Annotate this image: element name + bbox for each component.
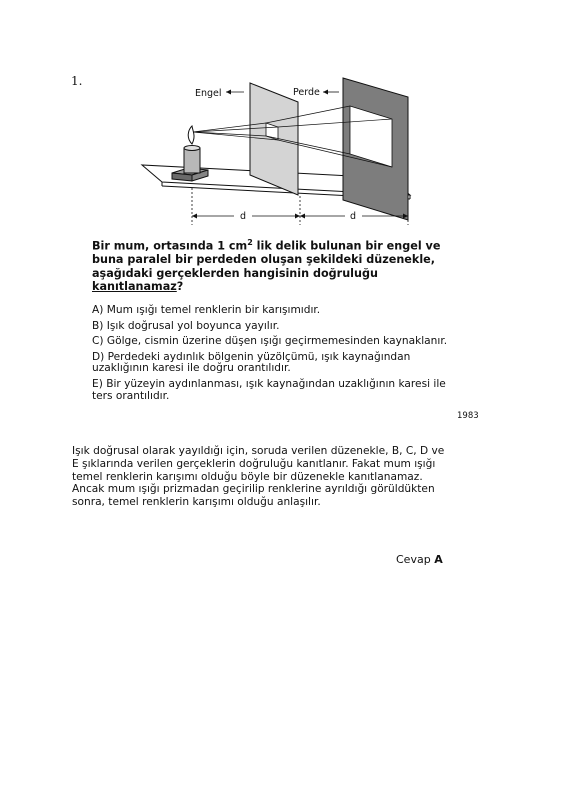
question-number: 1. bbox=[71, 74, 83, 88]
distance-label-d2: d bbox=[350, 211, 357, 222]
answer-options bbox=[92, 305, 452, 406]
engel-label: Engel bbox=[195, 88, 222, 99]
question-underlined-word: kanıtlanamaz bbox=[92, 279, 177, 293]
distance-label-d1: d bbox=[240, 211, 247, 222]
candle-flame bbox=[188, 126, 194, 144]
explanation-text: Işık doğrusal olarak yayıldığı için, soruda verilen düzenekle, B, C, D ve E şıklarında verilen gerçeklerin doğruluğu kanıtlanır. Fakat mum ışığı temel renklerin karışımı olduğu böyle bir düzenekle kanıtlanamaz. Ancak mum ışığı prizmadan geçirilip renklerine ayrıldığı görüldükten sonra, temel renklerin karışımı olduğu anlaşılır. bbox=[72, 445, 445, 509]
question-text-part1: Bir mum, ortasında 1 cm bbox=[92, 239, 248, 253]
candle bbox=[184, 148, 200, 173]
pinhole-apparatus-figure bbox=[140, 70, 430, 230]
question-text bbox=[92, 236, 442, 293]
superscript-two: 2 bbox=[247, 238, 253, 247]
option-e: E) Bir yüzeyin aydınlanması, ışık kaynağından uzaklığının karesi ile ters orantılıdır. bbox=[92, 377, 446, 402]
option-a: A) Mum ışığı temel renklerin bir karışımıdır. bbox=[92, 304, 321, 316]
perde-label: Perde bbox=[293, 87, 320, 98]
option-d: D) Perdedeki aydınlık bölgenin yüzölçümü, ışık kaynağından uzaklığının karesi ile doğru orantılıdır. bbox=[92, 350, 411, 375]
question-text-part2: lik delik bulunan bir engel ve buna paralel bir perdeden oluşan şekildeki düzenekle, aşağıdaki gerçeklerden hangisinin doğruluğu bbox=[92, 239, 441, 280]
option-c: C) Gölge, cismin üzerine düşen ışığı geçirmemesinden kaynaklanır. bbox=[92, 335, 448, 348]
answer-letter: A bbox=[434, 553, 443, 566]
exam-year: 1983 bbox=[457, 411, 479, 421]
answer-label: Cevap bbox=[396, 553, 435, 566]
option-b: B) Işık doğrusal yol boyunca yayılır. bbox=[92, 319, 280, 332]
answer-line bbox=[396, 553, 443, 566]
question-mark: ? bbox=[176, 279, 184, 293]
